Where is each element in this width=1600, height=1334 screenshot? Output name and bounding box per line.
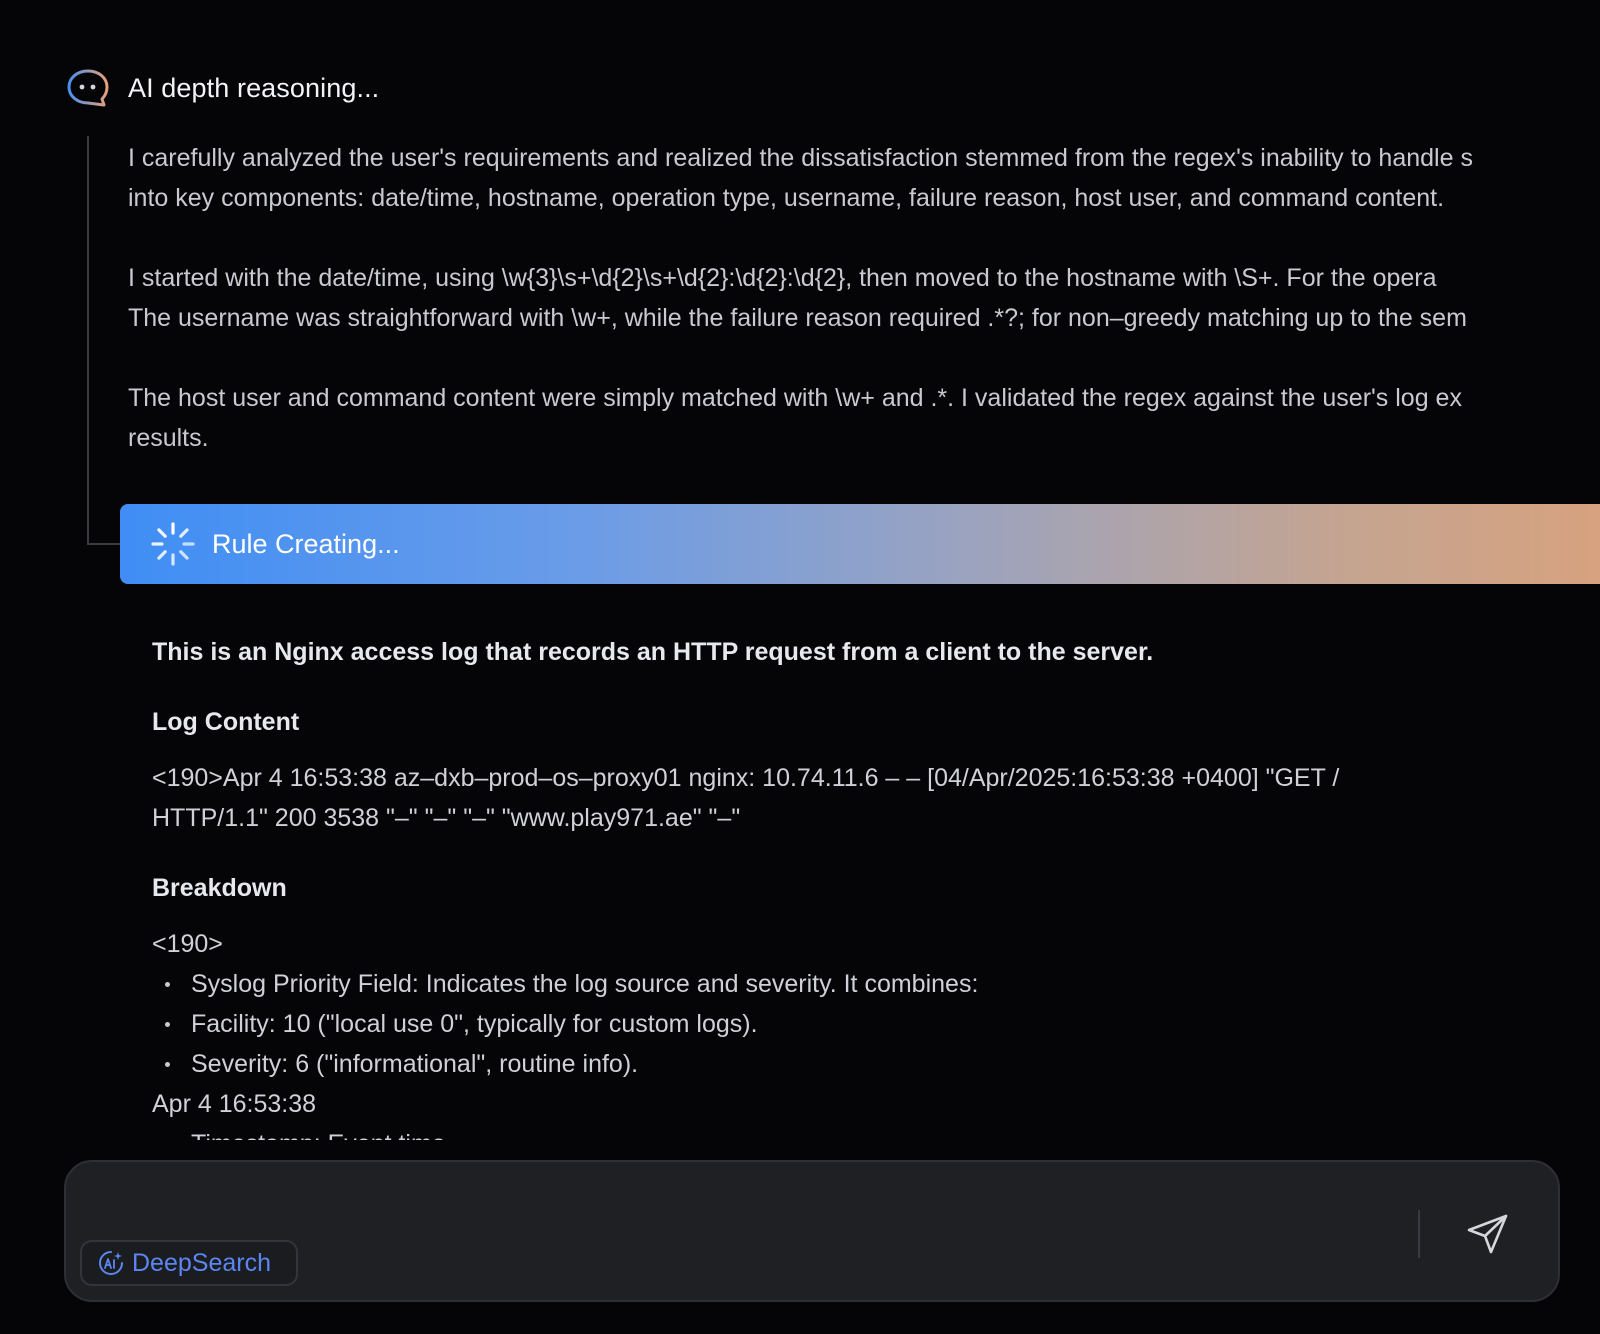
send-icon	[1465, 1211, 1511, 1257]
breakdown-bullet: Facility: 10 ("local use 0", typically for custom logs).	[152, 1004, 1572, 1044]
deepsearch-toggle[interactable]	[80, 1240, 298, 1286]
loading-spinner-icon	[150, 521, 196, 567]
reasoning-paragraph	[128, 378, 1600, 458]
rule-creating-banner	[120, 504, 1600, 584]
reasoning-paragraph	[128, 138, 1600, 218]
log-content	[152, 758, 1572, 838]
breakdown-list	[152, 964, 1572, 1084]
composer	[64, 1160, 1560, 1302]
log-content-line: <190>Apr 4 16:53:38 az–dxb–prod–os–proxy01 nginx: 10.74.11.6 – – [04/Apr/2025:16:53:38 +0400] "GET /	[152, 764, 1340, 792]
reasoning-paragraph	[128, 258, 1600, 338]
reasoning-line: I carefully analyzed the user's requirements and realized the dissatisfaction stemmed from the regex's inability to handle s	[128, 144, 1473, 172]
breakdown-bullet: Severity: 6 ("informational", routine info).	[152, 1044, 1572, 1084]
reasoning-line: I started with the date/time, using \w{3}\s+\d{2}\s+\d{2}:\d{2}:\d{2}, then moved to the hostname with \S+. For the opera	[128, 264, 1437, 292]
ai-spark-icon	[98, 1250, 124, 1276]
composer-divider	[1418, 1210, 1420, 1258]
result-summary: This is an Nginx access log that records an HTTP request from a client to the server.	[152, 638, 1154, 666]
tree-line	[87, 136, 89, 545]
chat-input[interactable]	[94, 1182, 1438, 1224]
breakdown-item: Apr 4 16:53:38	[152, 1090, 317, 1118]
reasoning-line: into key components: date/time, hostname, operation type, username, failure reason, host user, and command content.	[128, 184, 1445, 212]
log-content-line: HTTP/1.1" 200 3538 "–" "–" "–" "www.play971.ae" "–"	[152, 804, 741, 832]
rule-creating-label: Rule Creating...	[212, 528, 400, 559]
result-content	[152, 632, 1572, 1164]
tree-elbow	[87, 543, 121, 545]
deepsearch-label: DeepSearch	[132, 1248, 271, 1277]
ai-chat-bubble-icon	[66, 68, 110, 108]
send-button[interactable]	[1458, 1206, 1518, 1262]
breakdown-heading: Breakdown	[152, 874, 287, 902]
reasoning-title: AI depth reasoning...	[128, 72, 380, 103]
reasoning-header[interactable]	[66, 68, 379, 108]
reasoning-line: The host user and command content were simply matched with \w+ and .*. I validated the regex against the user's log ex	[128, 384, 1462, 412]
breakdown-bullet: Syslog Priority Field: Indicates the log source and severity. It combines:	[152, 964, 1572, 1004]
reasoning-body	[128, 138, 1600, 498]
reasoning-line: results.	[128, 424, 209, 452]
reasoning-line: The username was straightforward with \w+, while the failure reason required .*?; for non–greedy matching up to the sem	[128, 304, 1467, 332]
log-content-heading: Log Content	[152, 708, 300, 736]
breakdown-item: <190>	[152, 930, 223, 958]
